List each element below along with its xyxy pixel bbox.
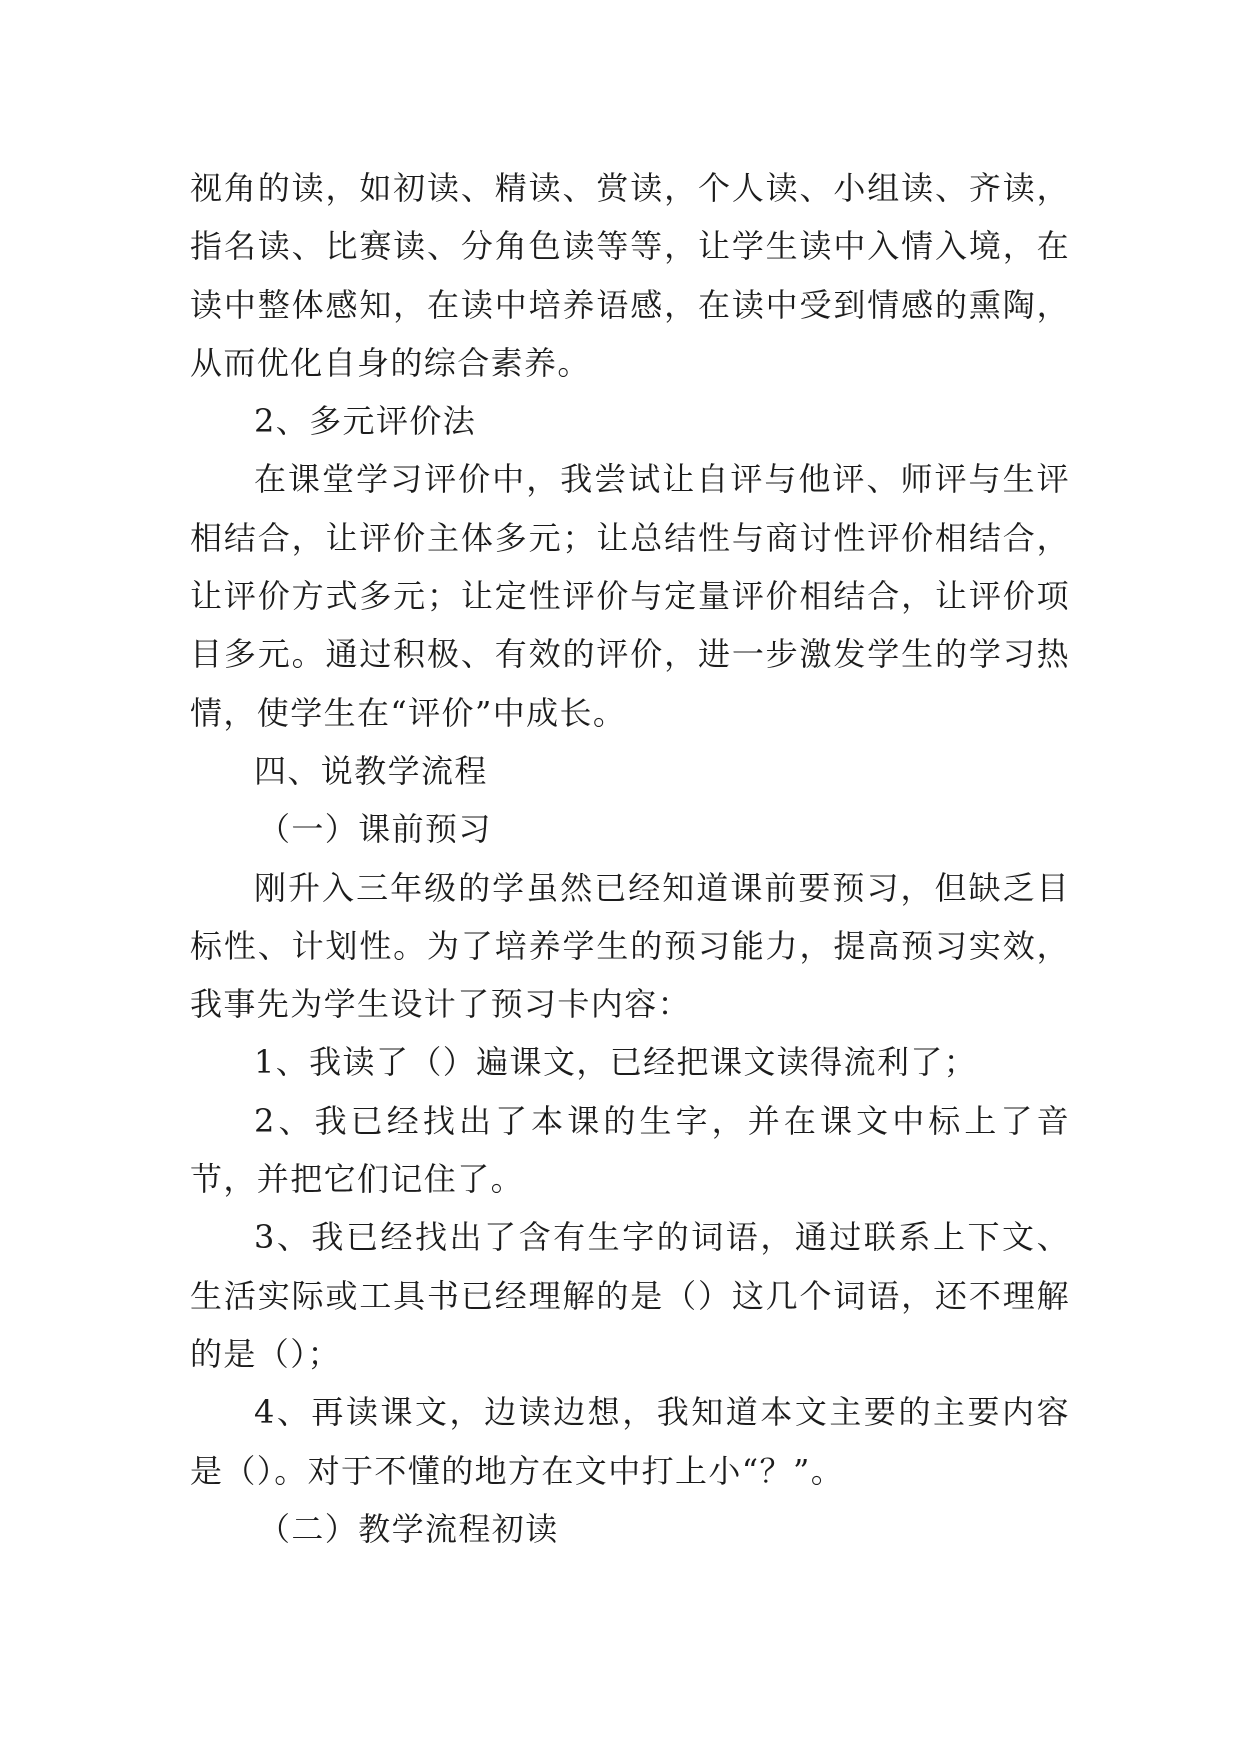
paragraph-evaluation: 在课堂学习评价中，我尝试让自评与他评、师评与生评相结合，让评价主体多元；让总结性与商讨性评价相结合，让评价方式多元；让定性评价与定量评价相结合，让评价项目多元。通过积极、有效的评价，进一步激发学生的学习热情，使学生在“评价”中成长。 <box>190 460 1070 732</box>
heading-preview: （一）课前预习 <box>258 810 492 849</box>
document-body <box>190 159 1070 1558</box>
list-item-preview-3: 3、我已经找出了含有生字的词语，通过联系上下文、生活实际或工具书已经理解的是（）这几个词语，还不理解的是（）； <box>190 1218 1070 1373</box>
heading-first-reading: （二）教学流程初读 <box>258 1509 559 1548</box>
heading-teaching-process: 四、说教学流程 <box>254 751 488 790</box>
paragraph-preview-intro: 刚升入三年级的学虽然已经知道课前要预习，但缺乏目标性、计划性。为了培养学生的预习能力，提高预习实效，我事先为学生设计了预习卡内容： <box>190 868 1070 1024</box>
heading-multi-evaluation: 2、多元评价法 <box>254 402 477 441</box>
paragraph-reading-methods-continued: 视角的读，如初读、精读、赏读，个人读、小组读、齐读，指名读、比赛读、分角色读等等，让学生读中入情入境，在读中整体感知，在读中培养语感，在读中受到情感的熏陶，从而优化自身的综合素养。 <box>190 169 1070 382</box>
list-item-preview-2: 2、我已经找出了本课的生字，并在课文中标上了音节，并把它们记住了。 <box>190 1101 1070 1199</box>
list-item-preview-1: 1、我读了（）遍课文，已经把课文读得流利了； <box>254 1043 978 1082</box>
list-item-preview-4: 4、再读课文，边读边想，我知道本文主要的主要内容是（）。对于不懂的地方在文中打上小“？”。 <box>190 1393 1070 1490</box>
